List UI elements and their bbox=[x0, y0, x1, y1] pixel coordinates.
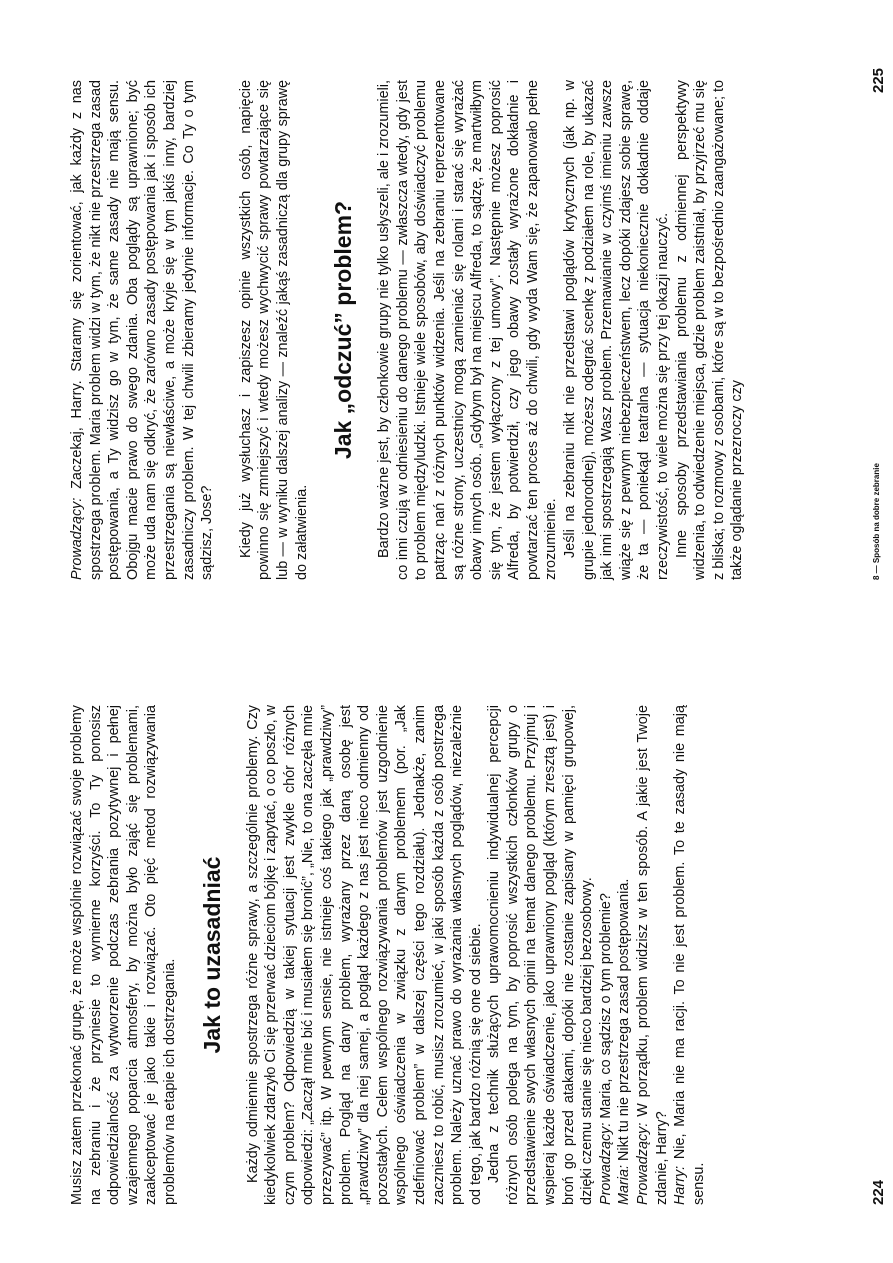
dialogue-text: Nikt tu nie przestrzega zasad postępowania. bbox=[616, 878, 633, 1166]
speaker-name: Prowadzący: bbox=[597, 1122, 614, 1205]
dialogue-line bbox=[68, 80, 217, 580]
section-heading-uzasadniac: Jak to uzasadniać bbox=[198, 856, 225, 1054]
dialogue-line bbox=[615, 705, 634, 1205]
intro-paragraph: Musisz zatem przekonać grupę, że może wspólnie rozwiązać swoje problemy na zebraniu i że przyniesie to wymierne korzyści. To Ty ponosisz odpowiedzialność za wytworzenie podczas zebrania pozytywnej i pełnej wzajemnego poparcia atmosfery, by można było zająć się problemami, zaakceptować je jako takie i rozwiązać. Oto pięć metod rozwiązywania problemów na etapie ich dostrzegania. bbox=[69, 705, 178, 1205]
page-number-224: 224 bbox=[870, 1179, 887, 1205]
body-paragraph: Kiedy już wysłuchasz i zapiszesz opinie wszystkich osób, napięcie powinno się zmniejszyć i wtedy możesz wychwycić sprawy powtarzające się lub — w wyniku dalszej analizy — znaleźć jakąś zasadniczą dla grupy sprawę do załatwienia. bbox=[237, 80, 310, 580]
speaker-name: Prowadzący: bbox=[635, 1122, 652, 1205]
page-number-225: 225 bbox=[870, 67, 887, 93]
page-224-column bbox=[68, 705, 708, 1205]
body-paragraph: Bardzo ważne jest, by członkowie grupy nie tylko usłyszeli, ale i zrozumieli, co inni czują w odniesieniu do danego problemu — zwłaszcza wtedy, gdy jest to problem międzyludzki. Istnieje wiele sposobów, aby doświadczyć problemu patrząc nań z różnych punktów widzenia. Jeśli na zebraniu reprezentowane są różne strony, uczestnicy mogą zamieniać się rolami i starać się wyrażać obawy innych osób. „Gdybym był na miejscu Alfreda, to sądzę, że martwiłbym się tym, że jestem wyłączony z tej umowy”. Następnie możesz poprosić Alfreda, by potwierdził, czy jego obawy zostały wyrażone dokładnie i powtarzać ten proces aż do chwili, gdy wyda Wam się, że zapanowało pełne zrozumienie. bbox=[376, 80, 560, 580]
dialogue-line bbox=[671, 705, 708, 1205]
dialogue-text: Nie, Maria nie ma racji. To nie jest problem. To te zasady nie mają sensu. bbox=[672, 705, 707, 1205]
speaker-name: Maria: bbox=[616, 1165, 633, 1205]
speaker-name: Harry: bbox=[672, 1165, 689, 1205]
dialogue-line bbox=[597, 705, 616, 1205]
body-paragraph: Jeśli na zebraniu nikt nie przedstawi poglądów krytycznych (jak np. w grupie jednorodnej), możesz odegrać scenkę z podziałem na role, by ukazać jak inni spostrzegają Wasz problem. Przemawianie w czyimś imieniu zawsze wiąże się z pewnym niebezpieczeństwem, lecz dopóki zdajesz sobie sprawę, że ta — poniekąd teatralna — sytuacja niekoniecznie dokładnie oddaje rzeczywistość, to wiele można się przy tej okazji nauczyć. bbox=[562, 80, 672, 580]
body-paragraph: Inne sposoby przedstawiania problemu z odmiennej perspektywy widzenia, to odwiedzenie miejsca, gdzie problem zaistniał, by przyjrzeć mu się z bliska; to rozmowy z osobami, które są w to bezpośrednio zaangażowane; to także oglądanie przezroczy czy bbox=[673, 80, 746, 580]
dialogue-text: Maria, co sądzisz o tym problemie? bbox=[597, 893, 614, 1123]
dialogue-text: Zaczekaj, Harry. Staramy się zorientować, jak każdy z nas spostrzega problem. Maria problem widzi w tym, że nikt nie przestrzega zasad postępowania, a Ty widzisz go w tym, że same zasady nie mają sensu. Obojgu macie prawo do swego zdania. Oba poglądy są uprawnione; być może uda nam się odkryć, że zarówno zasady postępowania jak i sposób ich przestrzegania są niewłaściwe, a może kryje się w tym jakiś inny, bardziej zasadniczy problem. W tej chwili zbieramy jedynie informacje. Co Ty o tym sądzisz, Jose? bbox=[69, 80, 216, 580]
page-225-column bbox=[68, 80, 747, 580]
body-paragraph: Jedna z technik służących uprawomocnieniu indywidualnej percepcji różnych osób polega na tym, by poprosić wszystkich członków grupy o przedstawienie swych własnych opinii na temat danego problemu. Przyjmuj i wspieraj każde oświadczenie, jako uprawniony pogląd (którym zresztą jest) i broń go przed atakami, dopóki nie zostanie zapisany w pamięci grupowej, dzięki czemu stanie się nieco bardziej bezosobowy. bbox=[486, 705, 596, 1205]
dialogue-line bbox=[634, 705, 671, 1205]
body-paragraph: Każdy odmiennie spostrzega różne sprawy, a szczególnie problemy. Czy kiedykolwiek zdarzyło Ci się przerwać dzieciom bójkę i zapytać, o co poszło, w czym problem? Odpowiedzią w takiej sytuacji jest zwykle chór różnych odpowiedzi: „Zaczął mnie bić i musiałem się bronić”, „Nie, to ona zaczęła mnie przezywać” itp. W pewnym sensie, nie istnieje coś takiego jak „prawdziwy” problem. Pogląd na dany problem, wyrażany przez daną osobę jest „prawdziwy” dla niej samej, a pogląd każdego z nas jest nieco odmienny od pozostałych. Celem wspólnego rozwiązywania problemów jest uzgodnienie wspólnego oświadczenia w związku z danym problemem (por. „Jak zdefiniować problem” w dalszej części tego rozdziału). Jednakże, zanim zaczniesz to robić, musisz zrozumieć, w jaki sposób każda z osób postrzega problem. Należy uznać prawo do wyrażania własnych poglądów, niezależnie od tego, jak bardzo różnią się one od siebie. bbox=[244, 705, 484, 1205]
section-heading-odczuc: Jak „odczuć” problem? bbox=[330, 200, 357, 460]
speaker-name: Prowadzący: bbox=[69, 497, 85, 580]
running-footer: 8 — Sposób na dobre zebranie bbox=[872, 463, 881, 580]
dialogue-text: W porządku, problem widzisz w ten sposób. A jakie jest Twoje zdanie, Harry? bbox=[635, 705, 670, 1205]
